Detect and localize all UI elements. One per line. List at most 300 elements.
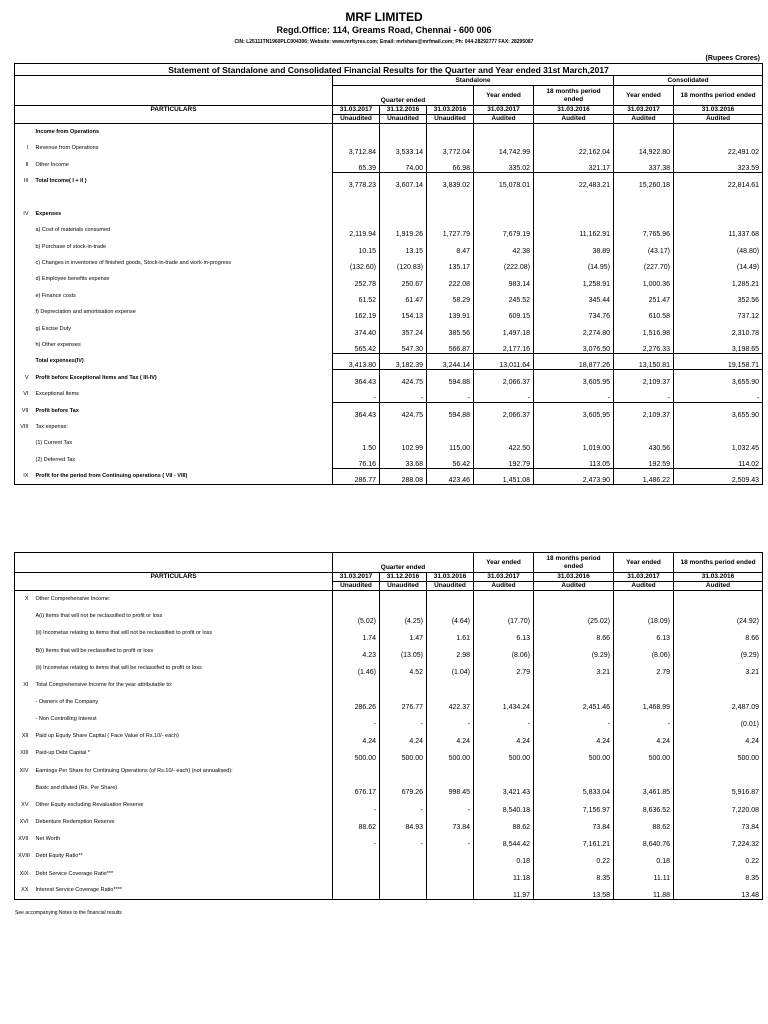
table-row [15, 337, 763, 353]
row-label: Total expenses(IV) [33, 353, 333, 369]
value-cell: 4.24 [380, 728, 427, 745]
row-number: XVII [15, 831, 33, 848]
value-cell: - [427, 796, 474, 813]
audit-status-header: Audited [674, 582, 763, 591]
value-cell: 6.13 [474, 625, 534, 642]
value-cell: 286.77 [333, 468, 380, 484]
value-cell: 4.23 [333, 642, 380, 659]
financial-results-table-1 [14, 63, 763, 485]
row-label: Net Worth [33, 831, 333, 848]
value-cell: 3,244.14 [427, 353, 474, 369]
row-label: f) Depreciation and amortisation expense [33, 304, 333, 320]
value-cell: (24.92) [674, 608, 763, 625]
value-cell: 8.35 [674, 865, 763, 882]
table-row [15, 386, 763, 402]
row-number: IX [15, 468, 33, 484]
value-cell [474, 676, 534, 693]
value-cell: 2,119.94 [333, 222, 380, 238]
table-row [15, 173, 763, 189]
value-cell: 286.26 [333, 693, 380, 710]
row-label: Tax expense: [33, 419, 333, 435]
value-cell: 8,540.18 [474, 796, 534, 813]
value-cell: 1,019.00 [534, 435, 614, 451]
value-cell: 610.58 [614, 304, 674, 320]
value-cell: 594.88 [427, 370, 474, 386]
audit-status-header: Audited [674, 115, 763, 124]
value-cell: 18,877.26 [534, 353, 614, 369]
value-cell [333, 419, 380, 435]
table-row [15, 745, 763, 762]
value-cell [534, 762, 614, 779]
value-cell: - [614, 386, 674, 402]
row-number: XII [15, 728, 33, 745]
value-cell: 321.17 [534, 156, 614, 172]
row-number: XIV [15, 762, 33, 779]
value-cell [380, 882, 427, 899]
value-cell: 3,607.14 [380, 173, 427, 189]
row-number [15, 693, 33, 710]
value-cell: 8.47 [427, 238, 474, 254]
value-cell: 11.97 [474, 882, 534, 899]
row-number: II [15, 156, 33, 172]
value-cell: 2,177.16 [474, 337, 534, 353]
value-cell: 11,162.91 [534, 222, 614, 238]
value-cell: 4.24 [674, 728, 763, 745]
value-cell: - [380, 796, 427, 813]
value-cell: 1,919.26 [380, 222, 427, 238]
value-cell [380, 189, 427, 205]
value-cell: 676.17 [333, 779, 380, 796]
value-cell: 3.21 [674, 659, 763, 676]
value-cell: 13.15 [380, 238, 427, 254]
row-number [15, 642, 33, 659]
row-label: (1) Current Tax [33, 435, 333, 451]
value-cell: 0.22 [674, 848, 763, 865]
value-cell: 4.24 [534, 728, 614, 745]
value-cell: 7,220.08 [674, 796, 763, 813]
value-cell: 2,109.37 [614, 370, 674, 386]
audit-status-header: Unaudited [380, 115, 427, 124]
value-cell: 8,640.76 [614, 831, 674, 848]
value-cell: 162.19 [333, 304, 380, 320]
value-cell [427, 419, 474, 435]
value-cell: 566.87 [427, 337, 474, 353]
value-cell: 430.56 [614, 435, 674, 451]
value-cell: 3,778.23 [333, 173, 380, 189]
row-number [15, 659, 33, 676]
value-cell: 11.18 [474, 865, 534, 882]
value-cell: 65.39 [333, 156, 380, 172]
value-cell: 61.52 [333, 288, 380, 304]
table-row [15, 222, 763, 238]
standalone-group-header: Standalone [333, 76, 614, 86]
table-row [15, 642, 763, 659]
value-cell [427, 676, 474, 693]
value-cell: 7,161.21 [534, 831, 614, 848]
value-cell: (1.46) [333, 659, 380, 676]
value-cell: 0.18 [614, 848, 674, 865]
value-cell: - [333, 386, 380, 402]
year-ended-header: Year ended [614, 553, 674, 573]
value-cell: 3,655.90 [674, 370, 763, 386]
value-cell: (8.06) [474, 642, 534, 659]
table-row [15, 779, 763, 796]
particulars-header: PARTICULARS [15, 106, 333, 115]
table-row [15, 711, 763, 728]
value-cell: 11.11 [614, 865, 674, 882]
value-cell [614, 124, 674, 140]
value-cell [534, 419, 614, 435]
statement-title: Statement of Standalone and Consolidated Financial Results for the Quarter and Year ended 31st March,2017 [15, 64, 763, 76]
table-row [15, 831, 763, 848]
value-cell: 323.59 [674, 156, 763, 172]
table-row [15, 468, 763, 484]
company-name: MRF LIMITED [345, 10, 423, 24]
consolidated-group-header: Consolidated [614, 76, 763, 86]
audit-status-header: Audited [534, 582, 614, 591]
value-cell: 135.17 [427, 255, 474, 271]
value-cell: 7,765.96 [614, 222, 674, 238]
value-cell: (48.80) [674, 238, 763, 254]
value-cell: 1,468.99 [614, 693, 674, 710]
table-row [15, 591, 763, 608]
value-cell: 2,451.46 [534, 693, 614, 710]
row-label: Debt Service Coverage Ratio*** [33, 865, 333, 882]
value-cell [333, 189, 380, 205]
row-label: a) Cost of materials consumed [33, 222, 333, 238]
value-cell: 3,605.95 [534, 402, 614, 418]
value-cell: 7,156.97 [534, 796, 614, 813]
value-cell [427, 882, 474, 899]
value-cell: 500.00 [614, 745, 674, 762]
value-cell: - [380, 711, 427, 728]
value-cell: 2.79 [474, 659, 534, 676]
value-cell: 56.42 [427, 452, 474, 468]
row-label: Profit before Tax [33, 402, 333, 418]
value-cell [427, 591, 474, 608]
row-number [15, 238, 33, 254]
value-cell: 424.75 [380, 370, 427, 386]
value-cell: 1,434.24 [474, 693, 534, 710]
value-cell: 374.40 [333, 320, 380, 336]
value-cell: - [333, 796, 380, 813]
value-cell: (8.06) [614, 642, 674, 659]
year-ended-header: Year ended [474, 553, 534, 573]
audit-status-header: Audited [474, 115, 534, 124]
value-cell: 13,011.64 [474, 353, 534, 369]
row-label: (ii) Incometax relating to items that will not be reclassified to profit or loss [33, 625, 333, 642]
value-cell: 1,451.08 [474, 468, 534, 484]
value-cell: 13,150.81 [614, 353, 674, 369]
row-number [15, 625, 33, 642]
table-row [15, 370, 763, 386]
value-cell: 7,224.32 [674, 831, 763, 848]
row-number [15, 288, 33, 304]
quarter-ended-header: Quarter ended [333, 553, 474, 573]
value-cell: 8.35 [534, 865, 614, 882]
value-cell: 252.78 [333, 271, 380, 287]
value-cell: 422.50 [474, 435, 534, 451]
value-cell: 0.18 [474, 848, 534, 865]
value-cell [427, 189, 474, 205]
audit-status-header: Unaudited [380, 582, 427, 591]
value-cell: 33.68 [380, 452, 427, 468]
value-cell: 19,158.71 [674, 353, 763, 369]
value-cell [614, 676, 674, 693]
row-label: Profit for the period from Continuing operations ( VII - VIII) [33, 468, 333, 484]
particulars-header: PARTICULARS [15, 573, 333, 582]
row-label: Exceptional Items [33, 386, 333, 402]
row-label: B(i) Items that will be reclassified to profit or loss [33, 642, 333, 659]
value-cell: 5,833.04 [534, 779, 614, 796]
row-number [15, 711, 33, 728]
value-cell: (43.17) [614, 238, 674, 254]
value-cell [674, 124, 763, 140]
value-cell: 22,491.02 [674, 140, 763, 156]
value-cell: (17.70) [474, 608, 534, 625]
value-cell: 3,839.02 [427, 173, 474, 189]
value-cell: - [427, 711, 474, 728]
row-label: Other Income [33, 156, 333, 172]
row-number: XX [15, 882, 33, 899]
value-cell: 1,258.91 [534, 271, 614, 287]
value-cell: 13.58 [534, 882, 614, 899]
row-label: g) Excise Duty [33, 320, 333, 336]
row-label: Profit before Exceptional Items and Tax ( III-IV) [33, 370, 333, 386]
value-cell [474, 591, 534, 608]
row-number: XI [15, 676, 33, 693]
row-label: - Owners of the Company [33, 693, 333, 710]
value-cell: 385.56 [427, 320, 474, 336]
row-label [33, 189, 333, 205]
row-number [15, 320, 33, 336]
value-cell: (14.95) [534, 255, 614, 271]
value-cell: - [474, 711, 534, 728]
value-cell [427, 865, 474, 882]
table-row [15, 271, 763, 287]
value-cell: - [380, 386, 427, 402]
row-label: Other Comprehensive Income: [33, 591, 333, 608]
row-label: Total Comprehensive Income for the year attributable to: [33, 676, 333, 693]
value-cell: 7,679.19 [474, 222, 534, 238]
row-number [15, 353, 33, 369]
date-header: 31.03.2016 [427, 106, 474, 115]
row-number [15, 124, 33, 140]
value-cell: - [474, 386, 534, 402]
row-number: III [15, 173, 33, 189]
row-label: (ii) Incometax relating to items that will be reclassifed to profit or loss [33, 659, 333, 676]
value-cell: 276.77 [380, 693, 427, 710]
value-cell: (222.08) [474, 255, 534, 271]
value-cell [427, 206, 474, 222]
value-cell: 3,198.65 [674, 337, 763, 353]
audit-status-header: Unaudited [333, 115, 380, 124]
audit-status-header: Audited [614, 115, 674, 124]
audit-status-header: Audited [474, 582, 534, 591]
value-cell: 6.13 [614, 625, 674, 642]
value-cell [380, 124, 427, 140]
table-row [15, 156, 763, 172]
value-cell [474, 762, 534, 779]
value-cell: (13.05) [380, 642, 427, 659]
value-cell [534, 189, 614, 205]
value-cell: 423.46 [427, 468, 474, 484]
row-number: VI [15, 386, 33, 402]
table-row [15, 304, 763, 320]
row-number [15, 337, 33, 353]
value-cell [427, 124, 474, 140]
value-cell: 250.67 [380, 271, 427, 287]
value-cell: 1,516.98 [614, 320, 674, 336]
value-cell: (120.83) [380, 255, 427, 271]
value-cell: 58.29 [427, 288, 474, 304]
value-cell: (18.09) [614, 608, 674, 625]
value-cell [333, 124, 380, 140]
row-number: XIII [15, 745, 33, 762]
audit-status-header: Audited [614, 582, 674, 591]
value-cell: - [427, 386, 474, 402]
value-cell: - [534, 711, 614, 728]
value-cell: 38.89 [534, 238, 614, 254]
date-header: 31.03.2016 [427, 573, 474, 582]
value-cell: 337.38 [614, 156, 674, 172]
date-header: 31.03.2017 [614, 573, 674, 582]
value-cell [674, 419, 763, 435]
value-cell [674, 189, 763, 205]
value-cell [534, 591, 614, 608]
value-cell [333, 882, 380, 899]
row-label: Total Income( I + II ) [33, 173, 333, 189]
date-header: 31.12.2016 [380, 106, 427, 115]
row-number [15, 255, 33, 271]
value-cell: (132.60) [333, 255, 380, 271]
value-cell: 2,274.80 [534, 320, 614, 336]
audit-status-header: Unaudited [333, 582, 380, 591]
value-cell: 2,276.33 [614, 337, 674, 353]
row-number: VIII [15, 419, 33, 435]
table-row [15, 402, 763, 418]
table-row [15, 865, 763, 882]
months18-header: 18 months period ended [534, 553, 614, 573]
value-cell: 73.84 [674, 814, 763, 831]
table-row [15, 255, 763, 271]
value-cell: 3,182.39 [380, 353, 427, 369]
value-cell: 22,814.61 [674, 173, 763, 189]
row-label: Debt Equity Ratio** [33, 848, 333, 865]
value-cell: 10.15 [333, 238, 380, 254]
table-row [15, 124, 763, 140]
table-row [15, 238, 763, 254]
value-cell: 115.00 [427, 435, 474, 451]
year-ended-header: Year ended [474, 86, 534, 106]
value-cell: 251.47 [614, 288, 674, 304]
value-cell: 8,636.52 [614, 796, 674, 813]
value-cell [380, 762, 427, 779]
value-cell [333, 848, 380, 865]
table-row [15, 419, 763, 435]
value-cell: 3,533.14 [380, 140, 427, 156]
value-cell [534, 206, 614, 222]
value-cell: 2,109.37 [614, 402, 674, 418]
registered-office: Regd.Office: 114, Greams Road, Chennai - 600 006 [276, 25, 492, 35]
value-cell: (0.01) [674, 711, 763, 728]
table-row [15, 728, 763, 745]
audit-status-header: Unaudited [427, 582, 474, 591]
value-cell: 345.44 [534, 288, 614, 304]
value-cell: 364.43 [333, 370, 380, 386]
value-cell: 2.98 [427, 642, 474, 659]
value-cell: 3,421.43 [474, 779, 534, 796]
value-cell: 222.08 [427, 271, 474, 287]
value-cell: 102.99 [380, 435, 427, 451]
row-number: X [15, 591, 33, 608]
value-cell: 500.00 [380, 745, 427, 762]
footnote: See accompanying Notes to the financial results [15, 910, 122, 916]
table-row [15, 814, 763, 831]
date-header: 31.03.2017 [333, 106, 380, 115]
row-number [15, 304, 33, 320]
value-cell [380, 865, 427, 882]
table-row [15, 320, 763, 336]
value-cell: 565.42 [333, 337, 380, 353]
value-cell: 500.00 [474, 745, 534, 762]
row-number: IV [15, 206, 33, 222]
date-header: 31.03.2016 [534, 106, 614, 115]
row-label: - Non Controlling Interest [33, 711, 333, 728]
value-cell: - [427, 831, 474, 848]
row-label: A(i) Items that will not be reclassified to profit or loss [33, 608, 333, 625]
value-cell [333, 762, 380, 779]
value-cell [474, 419, 534, 435]
row-number: XVI [15, 814, 33, 831]
value-cell: - [380, 831, 427, 848]
value-cell [380, 419, 427, 435]
value-cell [474, 124, 534, 140]
value-cell: 352.56 [674, 288, 763, 304]
row-label: Earnings Per Share for Continuing Operations (of Rs.10/- each) (not annualised): [33, 762, 333, 779]
table-row [15, 452, 763, 468]
value-cell: 2,066.37 [474, 370, 534, 386]
value-cell: 192.79 [474, 452, 534, 468]
value-cell [614, 189, 674, 205]
value-cell: (1.04) [427, 659, 474, 676]
value-cell: 679.26 [380, 779, 427, 796]
value-cell: (9.29) [534, 642, 614, 659]
value-cell: 500.00 [674, 745, 763, 762]
value-cell [534, 124, 614, 140]
value-cell: 22,483.21 [534, 173, 614, 189]
value-cell: (9.29) [674, 642, 763, 659]
row-number [15, 189, 33, 205]
value-cell: 3,461.85 [614, 779, 674, 796]
value-cell: 66.98 [427, 156, 474, 172]
value-cell [614, 419, 674, 435]
value-cell: 734.76 [534, 304, 614, 320]
value-cell: 2,509.43 [674, 468, 763, 484]
value-cell [474, 189, 534, 205]
row-label: d) Employee benefits expense [33, 271, 333, 287]
value-cell: 61.47 [380, 288, 427, 304]
value-cell [674, 206, 763, 222]
quarter-ended-header: Quarter ended [333, 86, 474, 106]
value-cell: 73.84 [534, 814, 614, 831]
row-number [15, 271, 33, 287]
value-cell: 8.66 [534, 625, 614, 642]
value-cell: 84.93 [380, 814, 427, 831]
table-row [15, 659, 763, 676]
value-cell: 1.61 [427, 625, 474, 642]
value-cell: (5.02) [333, 608, 380, 625]
